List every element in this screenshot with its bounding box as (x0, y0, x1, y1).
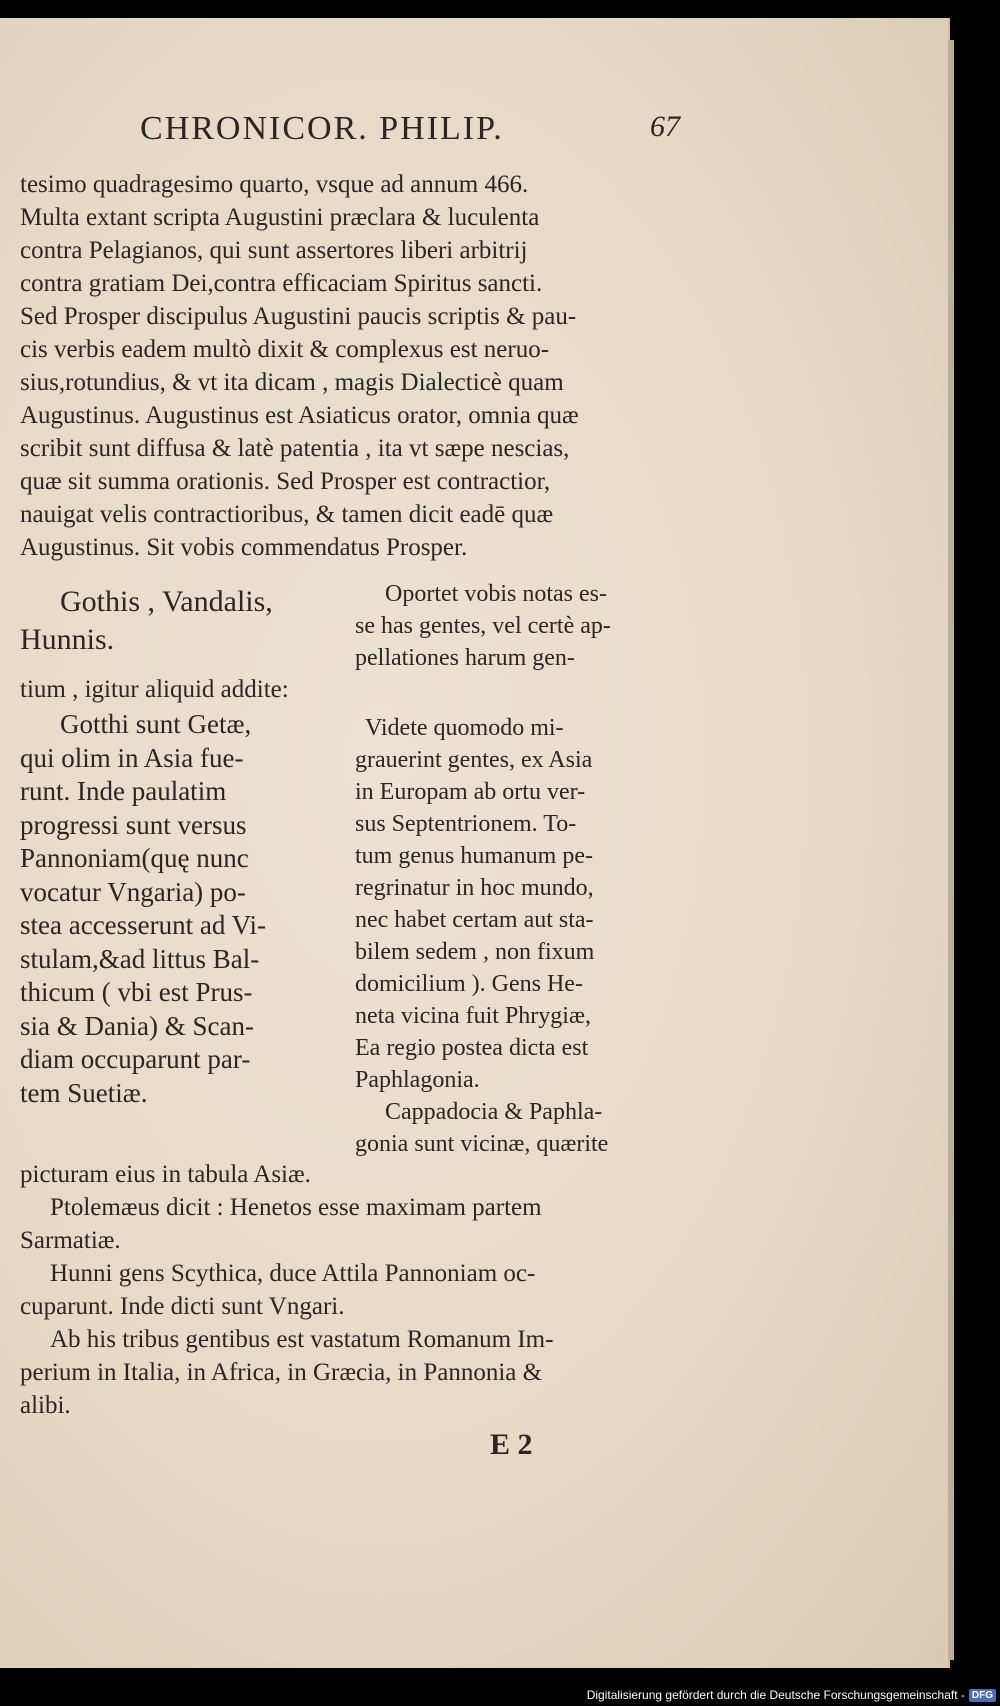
text-line: cuparunt. Inde dicti sunt Vngari. (20, 1293, 345, 1320)
text-line: Gotthi sunt Getæ, (60, 709, 252, 739)
text-line: domicilium ). Gens He- (355, 971, 583, 997)
text-line: nauigat velis contractioribus, & tamen dicit eadē quæ (20, 501, 554, 528)
text-line: thicum ( vbi est Prus- (20, 977, 253, 1007)
text-line: runt. Inde paulatim (20, 776, 227, 806)
text-line: Paphlagonia. (355, 1067, 480, 1093)
left-column-gotthi (20, 708, 340, 1110)
text-line: tium , igitur aliquid addite: (20, 676, 289, 703)
text-line: tesimo quadragesimo quarto, vsque ad annum 466. (20, 171, 529, 198)
text-line: qui olim in Asia fue- (20, 742, 244, 773)
text-line: picturam eius in tabula Asiæ. (20, 1161, 311, 1188)
text-line: Oportet vobis notas es- (385, 581, 607, 607)
text-line: sus Septentrionem. To- (355, 811, 577, 837)
text-line: progressi sunt versus (20, 809, 247, 840)
heading-line: Hunnis. (20, 623, 115, 656)
page-number: 67 (650, 110, 680, 143)
paragraph-end (20, 1158, 670, 1422)
text-line: sia & Dania) & Scan- (20, 1010, 254, 1041)
page-edge (948, 40, 954, 1660)
right-column-migration (355, 712, 670, 1160)
text-line: bilem sedem , non fixum (355, 939, 595, 965)
text-line: perium in Italia, in Africa, in Græcia, in Pannonia & (20, 1359, 543, 1386)
heading-line: Gothis , Vandalis, (60, 585, 273, 618)
text-line: diam occuparunt par- (20, 1044, 251, 1074)
text-line: nec habet certam aut sta- (355, 907, 594, 933)
text-line: quæ sit summa orationis. Sed Prosper est contractior, (20, 468, 551, 495)
text-line: sius,rotundius, & vt ita dicam , magis Dialecticè quam (20, 369, 564, 396)
text-line: Pannoniam(quę nunc (20, 843, 249, 873)
text-line: Multa extant scripta Augustini præclara & luculenta (20, 204, 540, 231)
text-line: tem Suetiæ. (20, 1077, 148, 1108)
continuation-line (20, 673, 360, 706)
text-line: stea accesserunt ad Vi- (20, 910, 267, 940)
text-line: Sed Prosper discipulus Augustini paucis scriptis & pau- (20, 303, 577, 330)
text-line: Cappadocia & Paphla- (385, 1099, 603, 1125)
text-line: in Europam ab ortu ver- (355, 779, 586, 805)
text-line: Ab his tribus gentibus est vastatum Romanum Im- (50, 1326, 554, 1353)
digitization-footer (587, 1688, 1000, 1702)
dfg-logo: DFG (969, 1689, 996, 1702)
text-line: regrinatur in hoc mundo, (355, 875, 594, 901)
text-line: stulam,&ad littus Bal- (20, 943, 260, 974)
section-heading (20, 583, 350, 659)
text-line: Sarmatiæ. (20, 1227, 121, 1254)
book-page (0, 18, 950, 1668)
text-line: Ea regio postea dicta est (355, 1035, 589, 1061)
text-line: se has gentes, vel certè ap- (355, 613, 611, 639)
text-line: contra gratiam Dei,contra efficaciam Spiritus sancti. (20, 270, 543, 297)
footer-text: Digitalisierung gefördert durch die Deutsche Forschungsgemeinschaft - (586, 1688, 965, 1702)
text-line: grauerint gentes, ex Asia (355, 747, 593, 773)
text-line: Hunni gens Scythica, duce Attila Pannoniam oc- (50, 1260, 536, 1287)
text-line: gonia sunt vicinæ, quærite (355, 1131, 609, 1157)
text-line: alibi. (20, 1392, 71, 1419)
text-line: cis verbis eadem multò dixit & complexus est neruo- (20, 336, 550, 363)
text-line: neta vicina fuit Phrygiæ, (355, 1003, 591, 1029)
text-line: scribit sunt diffusa & latè patentia , ita vt sæpe nescias, (20, 435, 570, 462)
text-line: Augustinus. Augustinus est Asiaticus orator, omnia quæ (20, 402, 579, 429)
right-column-intro (355, 578, 670, 674)
paragraph-top (20, 168, 670, 564)
signature-mark: E 2 (490, 1428, 533, 1461)
text-line: tum genus humanum pe- (355, 843, 593, 869)
running-title: CHRONICOR. PHILIP. (140, 110, 504, 147)
text-line: Augustinus. Sit vobis commendatus Prosper. (20, 534, 468, 561)
text-line: Ptolemæus dicit : Henetos esse maximam partem (50, 1194, 542, 1221)
text-line: contra Pelagianos, qui sunt assertores liberi arbitrij (20, 237, 528, 264)
text-line: vocatur Vngaria) po- (20, 876, 246, 907)
running-header (140, 110, 680, 160)
text-line: pellationes harum gen- (355, 645, 575, 671)
text-line: Videte quomodo mi- (365, 715, 564, 741)
